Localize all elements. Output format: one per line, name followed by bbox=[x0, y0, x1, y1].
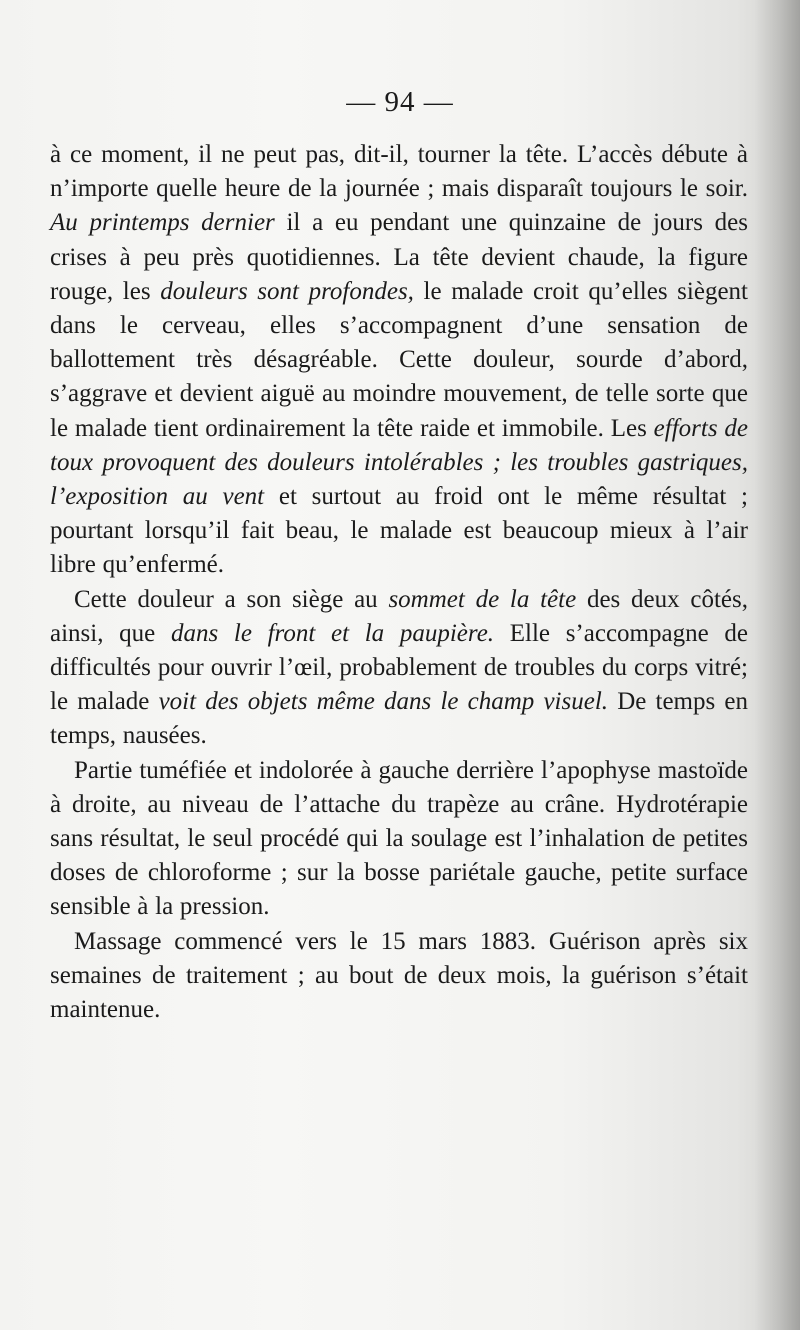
text-run: le malade croit qu’elles siègent dans le cerveau, elles s’accompagnent d’une sensation de ballottement très désagréable. Cette douleur, sourde d’abord, s’aggrave et devient aiguë au moindre mouvement, de telle sorte que le malade tient ordinairement la tête raide et immobile. Les bbox=[50, 277, 748, 442]
paragraph bbox=[50, 754, 748, 925]
paragraph bbox=[50, 583, 748, 754]
text-run: il a eu pendant une quinzaine de jours des crises à peu près quotidiennes. La tête devient chaude, la figure rouge, les bbox=[50, 209, 749, 305]
italic-text-run: Au printemps dernier bbox=[50, 209, 275, 237]
italic-text-run: sommet de la tête bbox=[388, 585, 577, 613]
italic-text-run: douleurs sont profondes, bbox=[160, 277, 414, 305]
page-edge-shadow bbox=[754, 0, 800, 1330]
italic-text-run: efforts de toux provoquent des douleurs intolérables ; les troubles gastriques, l’exposition au vent bbox=[50, 414, 748, 511]
text-run: Partie tuméfiée et indolorée à gauche derrière l’apophyse mastoïde à droite, au niveau de l’attache du trapèze au crâne. Hydrotérapie sans résultat, le seul procédé qui la soulage est l’inhalation de petites doses de chloroforme ; sur la bosse pariétale gauche, petite surface sensible à la pression. bbox=[50, 756, 748, 921]
paragraph bbox=[50, 925, 748, 1028]
paragraph bbox=[50, 138, 748, 583]
body-text bbox=[50, 138, 748, 1027]
text-run: Massage commencé vers le 15 mars 1883. Guérison après six semaines de traitement ; au bout de deux mois, la guérison s’était maintenue. bbox=[50, 927, 748, 1024]
text-run: des deux côtés, ainsi, que bbox=[50, 585, 748, 647]
italic-text-run: dans le front et la paupière. bbox=[170, 619, 495, 647]
text-run: et surtout au froid ont le même résultat ; pourtant lorsqu’il fait beau, le malade est beaucoup mieux à l’air libre qu’enfermé. bbox=[50, 483, 748, 579]
text-run: De temps en temps, nausées. bbox=[50, 688, 748, 750]
text-run: à ce moment, il ne peut pas, dit-il, tourner la tête. L’accès débute à n’importe quelle heure de la journée ; mais disparaît toujours le soir. bbox=[50, 141, 748, 203]
page-number: — 94 — bbox=[346, 86, 454, 118]
text-run: Elle s’accompagne de difficultés pour ouvrir l’œil, probablement de troubles du corps vitré; le malade bbox=[50, 619, 748, 716]
italic-text-run: voit des objets même dans le champ visuel. bbox=[158, 688, 609, 716]
text-run: Cette douleur a son siège au bbox=[74, 585, 389, 613]
